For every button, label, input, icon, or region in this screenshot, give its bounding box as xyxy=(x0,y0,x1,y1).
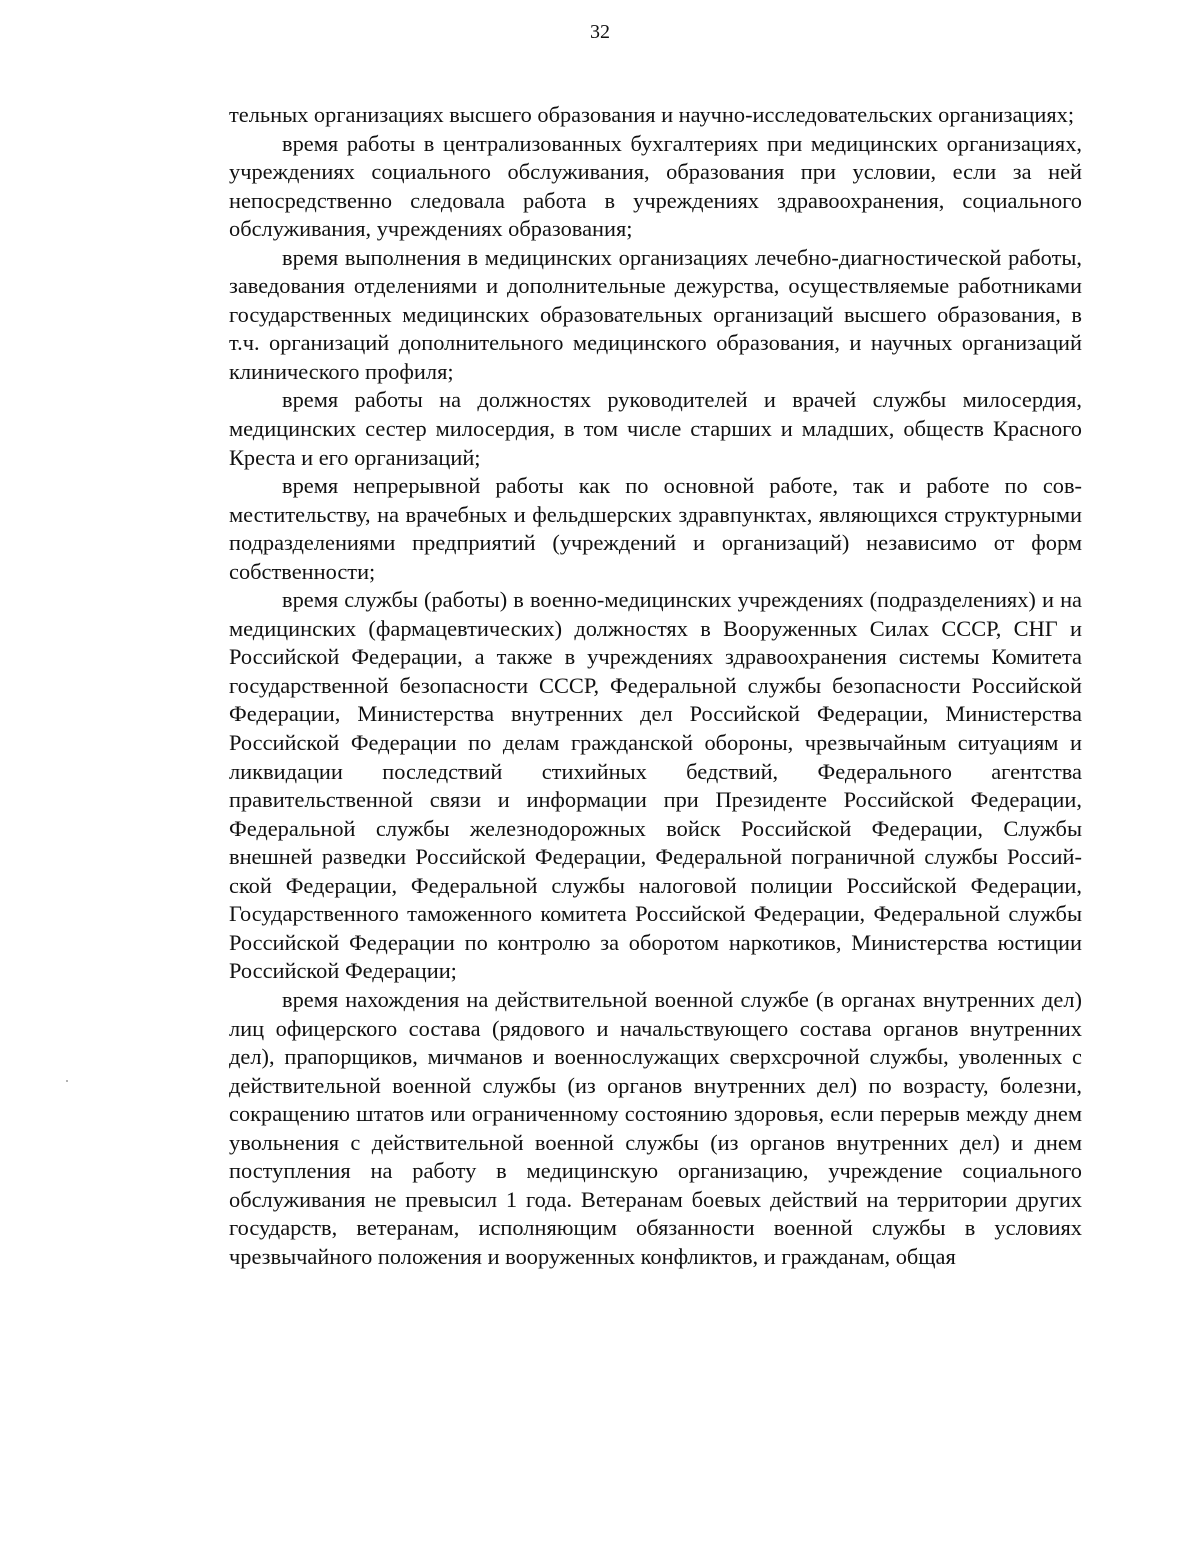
scan-speck xyxy=(66,1080,68,1082)
page-number: 32 xyxy=(590,21,610,43)
paragraph-health-posts: время непрерывной работы как по основной работе, так и работе по совместительству, на врачебных и фельдшерских здравпунктах, являющихся структурными подразделениями предприятий (учреждений и организаций) независимо от форм собственности; xyxy=(229,473,1082,584)
document-body xyxy=(229,101,1082,1271)
paragraph-military-service: время нахождения на действительной военной службе (в органах внутренних дел) лиц офицерского состава (рядового и начальствующего состава органов внутренних дел), прапорщиков, мичманов и военнослужащих сверхсрочной службы, уволенных с действительной военной службы (из органов внутренних дел) по возрасту, болезни, сокращению штатов или ограниченному состоянию здоровья, если перерыв между днем увольнения с действительной военной службы (из органов внутренних дел) и днем поступления на работу в медицинскую организацию, учреждение социального обслуживания не превысил 1 года. Ветеранам боевых действий на территории других государств, ветеранам, исполняющим обязанности военной службы в условиях чрезвычайного положения и вооруженных конфликтов, и гражданам, общая xyxy=(229,986,1082,1269)
paragraph-accounting: время работы в централизованных бухгалтериях при медицинских организациях, учреждениях социального обслуживания, образования при условии, если за ней непосредственно следовала работа в учреждениях здравоохранения, социального обслуживания, учреждениях образования; xyxy=(229,130,1082,242)
paragraph-military-medical: время службы (работы) в военно-медицинских учреждениях (подразделениях) и на медицинских (фармацевтических) должностях в Вооруженных Силах СССР, СНГ и Российской Федерации, а также в учреждениях здравоохранения системы Комитета государственной безопасности СССР, Федеральной службы безопасности Российской Федерации, Министерства внутренних дел Российской Федерации, Министерства Российской Федерации по делам гражданской обороны, чрезвычайным ситуациям и ликвидации последствий стихийных бедствий, Федерального агентства правительственной связи и информации при Президенте Российской Федерации, Федеральной службы железнодорожных войск Российской Федерации, Службы внешней разведки Российской Федерации, Федеральной пограничной службы Российской Федерации, Федеральной службы налоговой полиции Российской Федерации, Государственного таможенного комитета Российской Федерации, Федеральной службы Российской Федерации по контролю за оборотом наркотиков, Министерства юстиции Российской Федерации; xyxy=(229,587,1082,984)
paragraph-mercy-service: время работы на должностях руководителей и врачей службы милосердия, медицинских сестер милосердия, в том числе старших и младших, обществ Красного Креста и его организаций; xyxy=(229,387,1082,470)
paragraph-medical-work: время выполнения в медицинских организациях лечебно-диагностической работы, заведования отделениями и дополнительные дежурства, осуществляемые работниками государственных медицинских образовательных организаций высшего образования, в т.ч. организаций дополнительного медицинского образования, и научных организаций клинического профиля; xyxy=(229,244,1082,384)
paragraph-continuation: тельных организациях высшего образования и научно-исследовательских организациях; xyxy=(229,102,1075,127)
